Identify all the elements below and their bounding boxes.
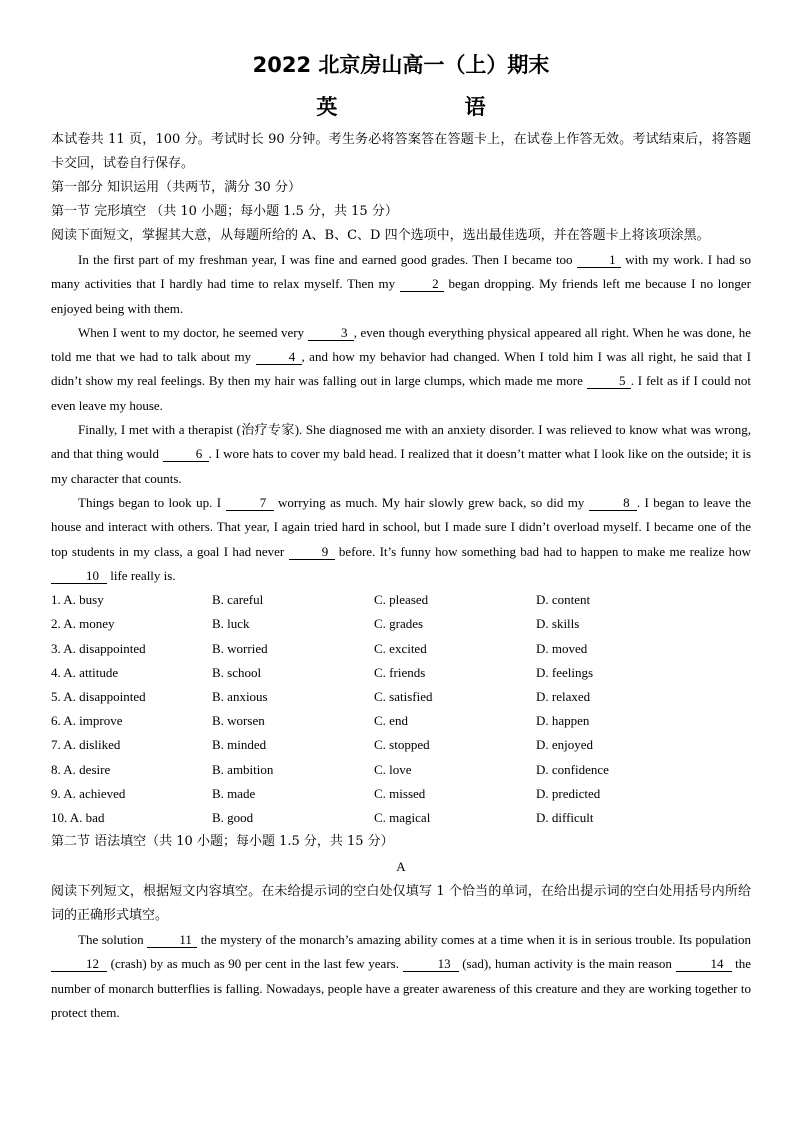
option: C. friends <box>374 664 426 680</box>
text-run: , even though everything physical appeared all right. When he was done, he told me that we had to talk about my <box>51 324 751 365</box>
option: C. stopped <box>374 737 430 753</box>
text-run: In the first part of my freshman year, I was fine and earned good grades. Then I became too <box>78 252 573 267</box>
passage-paragraph <box>51 321 751 418</box>
text-run: with my work. I had so many activities that I hardly had time to relax myself. Then my <box>51 252 751 292</box>
options-table <box>51 588 751 830</box>
section-one-heading: 第一节 完形填空 （共 10 小题；每小题 1.5 分，共 15 分） <box>51 204 398 219</box>
blank-14: 14 <box>676 957 732 972</box>
option: 9. A. achieved <box>51 785 126 801</box>
option: C. love <box>374 761 412 777</box>
text-run: . I wore hats to cover my bald head. I realized that it doesn’t matter what I look like on the outside; it is my character that counts. <box>51 446 752 486</box>
text-run: life really is. <box>110 567 176 583</box>
option: D. enjoyed <box>536 737 594 753</box>
option: B. school <box>212 664 262 680</box>
option: C. magical <box>374 809 431 825</box>
subject-heading: 英 语 <box>316 95 526 119</box>
option: B. good <box>212 809 254 825</box>
grammar-instructions: 阅读下列短文，根据短文内容填空。在未给提示词的空白处仅填写 1 个恰当的单词，在给出提示词的空白处用括号内所给词的正确形式填空。 <box>51 884 751 924</box>
text-run: (crash) by as much as 90 per cent in the last few years. <box>110 956 399 972</box>
blank-11: 11 <box>147 933 197 948</box>
text-run: (sad), human activity is the main reason <box>462 956 672 972</box>
blank-5: 5 <box>587 374 631 389</box>
option: B. anxious <box>212 688 268 704</box>
option: B. worsen <box>212 713 265 729</box>
option: D. difficult <box>536 809 594 825</box>
blank-7: 7 <box>226 496 274 511</box>
option: B. minded <box>212 737 267 753</box>
option: 10. A. bad <box>51 809 105 825</box>
option: B. ambition <box>212 761 274 777</box>
option: 8. A. desire <box>51 761 111 777</box>
option: D. predicted <box>536 785 601 801</box>
option: 6. A. improve <box>51 713 123 729</box>
blank-12: 12 <box>51 957 107 972</box>
option: C. satisfied <box>374 688 433 704</box>
blank-6: 6 <box>163 447 209 462</box>
text-run: The solution <box>78 932 144 948</box>
text-run: worrying as much. My hair slowly grew back, so did my <box>277 494 585 510</box>
text-run: the number of monarch butterflies is falling. Nowadays, people have a greater awareness of this creature and they are working together to protect them. <box>51 956 752 1021</box>
exam-instructions: 本试卷共 11 页，100 分。考试时长 90 分钟。考生务必将答案答在答题卡上，在试卷上作答无效。考试结束后，将答题卡交回，试卷自行保存。 <box>51 132 751 171</box>
option: D. content <box>536 592 591 608</box>
blank-3: 3 <box>308 326 354 341</box>
option: 3. A. disappointed <box>51 640 146 656</box>
blank-13: 13 <box>403 957 459 972</box>
option: 2. A. money <box>51 616 115 632</box>
option: C. end <box>374 713 408 729</box>
option: 1. A. busy <box>51 592 104 608</box>
option: D. moved <box>536 640 588 656</box>
text-run: before. It’s funny how something bad had to happen to make me realize how <box>338 543 751 559</box>
text-run: , and how my behavior had changed. When I told him I was all right, he said that I didn’t show my real feelings. By then my hair was falling out in large clumps, which made me more <box>51 349 751 389</box>
passage-paragraph <box>51 928 751 1025</box>
text-run: Things began to look up. I <box>78 494 222 510</box>
text-run: . I began to leave the house and interact with others. That year, I again tried hard in school, but I made sure I didn’t overload myself. I became one of the top students in my class, a goal I had never <box>51 494 752 559</box>
text-run: . I felt as if I could not even leave my house. <box>51 373 751 413</box>
option: B. worried <box>212 640 268 656</box>
text-run: began dropping. My friends left me because I no longer enjoyed being with them. <box>51 276 752 316</box>
exam-page <box>51 50 751 1025</box>
passage-label: A <box>396 859 406 875</box>
option: D. confidence <box>536 761 609 777</box>
blank-9: 9 <box>289 545 335 560</box>
blank-4: 4 <box>256 350 302 365</box>
blank-8: 8 <box>589 496 637 511</box>
blank-2: 2 <box>400 277 444 292</box>
option: D. skills <box>536 616 580 632</box>
option: B. luck <box>212 616 250 632</box>
exam-title: 2022 北京房山高一（上）期末 <box>252 53 550 77</box>
option: C. excited <box>374 640 427 656</box>
blank-1: 1 <box>577 253 621 268</box>
section-two-heading: 第二节 语法填空（共 10 小题；每小题 1.5 分，共 15 分） <box>51 834 394 850</box>
option: C. missed <box>374 785 426 801</box>
option: B. careful <box>212 592 264 608</box>
text-run: the mystery of the monarch’s amazing ability comes at a time when it is in serious trouble. Its population <box>200 932 752 948</box>
option: D. feelings <box>536 664 594 680</box>
option: C. pleased <box>374 592 429 608</box>
blank-10: 10 <box>51 569 107 584</box>
option: 7. A. disliked <box>51 737 121 753</box>
part-one-heading: 第一部分 知识运用（共两节，满分 30 分） <box>51 180 301 195</box>
option: 4. A. attitude <box>51 664 119 680</box>
option: B. made <box>212 785 256 801</box>
passage-paragraph <box>51 248 751 321</box>
cloze-instructions: 阅读下面短文，掌握其大意，从每题所给的 A、B、C、D 四个选项中，选出最佳选项，并在答题卡上将该项涂黑。 <box>51 228 710 243</box>
text-run: When I went to my doctor, he seemed very <box>78 324 305 340</box>
option: D. happen <box>536 713 590 729</box>
option: 5. A. disappointed <box>51 688 146 704</box>
text-run: Finally, I met with a therapist (治疗专家). She diagnosed me with an anxiety disorder. I was relieved to know what was wrong, and that thing would <box>51 422 751 462</box>
passage-paragraph <box>51 418 751 491</box>
passage-paragraph <box>51 491 751 588</box>
option: C. grades <box>374 616 424 632</box>
option: D. relaxed <box>536 688 591 704</box>
